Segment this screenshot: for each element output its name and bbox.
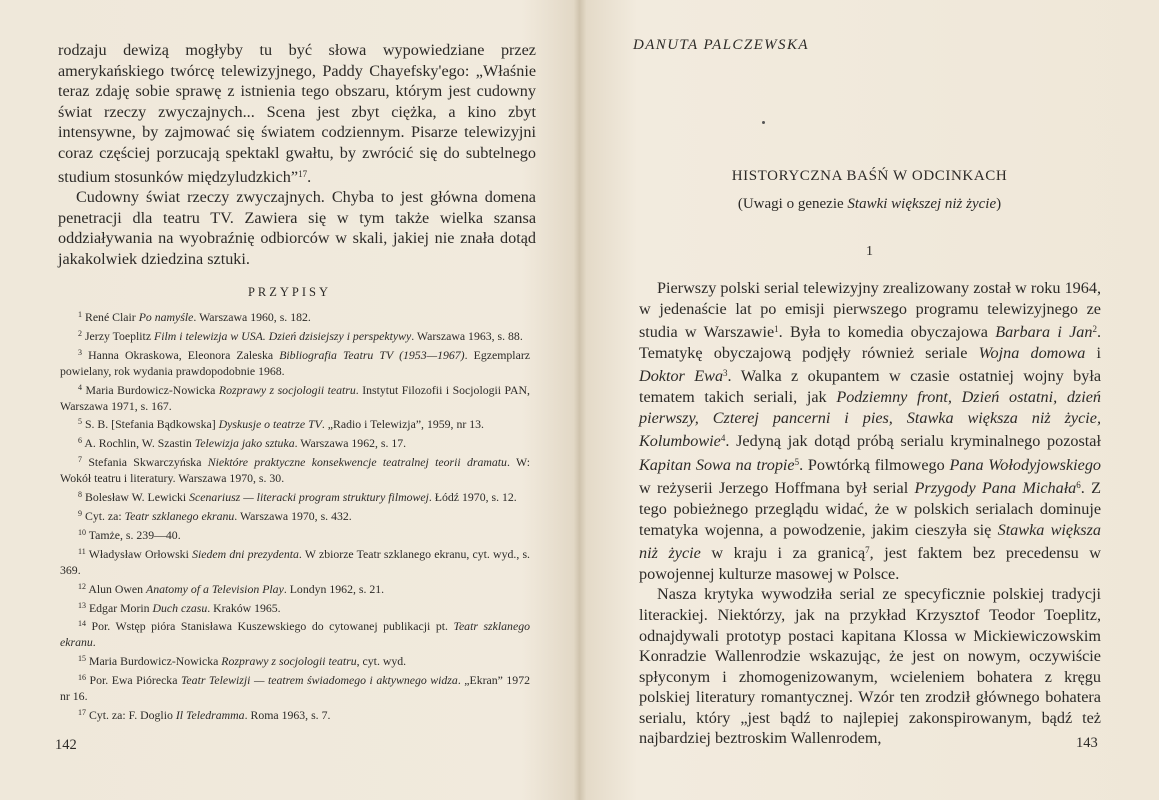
- footnote-title: Dyskusje o teatrze TV: [218, 417, 322, 432]
- subtitle-suffix: ): [996, 196, 1002, 212]
- footnote-number: 6: [78, 436, 82, 446]
- footnote-number: 5: [78, 417, 82, 427]
- footnote-number: 1: [78, 310, 82, 319]
- text-run: w reżyserii Jerzego Hoffmana był serial: [639, 479, 915, 498]
- text-run: . Jedyną jak dotąd próbą serialu kryminalnego pozostał: [725, 432, 1101, 451]
- italic-title: Doktor Ewa: [639, 367, 724, 386]
- text-run: , jest faktem bez precedensu w powojennej kulturze masowej w Polsce.: [639, 544, 1101, 583]
- footnote-ref: 5: [794, 456, 800, 467]
- footnote: [60, 307, 530, 326]
- footnote: [60, 544, 530, 579]
- right-body-text: [639, 278, 1101, 749]
- footnote-author: Tamże, s. 239—40.: [88, 527, 181, 542]
- footnote-ref: 7: [865, 545, 870, 556]
- footnote: [60, 345, 530, 380]
- footnote-title: Film i telewizja w USA. Dzień dzisiejszy i perspektywy: [154, 328, 412, 343]
- footnote-number: 2: [78, 328, 82, 338]
- footnote-number: 12: [78, 581, 86, 591]
- text-run: . Tematykę obyczajową podjęły również seriale: [639, 323, 1101, 362]
- footnote-title: Rozprawy z socjologii teatru: [221, 654, 357, 669]
- footnote: [60, 414, 530, 433]
- footnote-title: Bibliografia Teatru TV (1953—1967): [279, 347, 465, 362]
- footnote-number: 15: [78, 654, 86, 664]
- left-page: [0, 0, 579, 800]
- text-run: Pierwszy polski serial telewizyjny zrealizowany został w roku 1964, w jedenaście lat po emisji pierwszego programu telewizyjnego ze studia w Warszawie: [639, 279, 1101, 342]
- footnote-number: 11: [78, 546, 86, 556]
- footnote-title: Teatr Telewizji — teatrem świadomego i aktywnego widza: [180, 673, 458, 688]
- footnote-details: . W: Wokół teatru i literatury. Warszawa 1970, s. 30.: [60, 455, 530, 486]
- running-head-author: DANUTA PALCZEWSKA: [633, 37, 809, 53]
- footnote-ref: 2: [1092, 324, 1097, 335]
- footnote: [60, 598, 530, 617]
- footnote: [60, 506, 530, 525]
- footnote: [60, 452, 530, 487]
- footnote-author: Por. Ewa Piórecka: [89, 673, 181, 688]
- footnote-author: Cyt. za: F. Doglio: [88, 707, 176, 722]
- right-paragraph-2: Nasza krytyka wywodziła serial ze specyficznie polskiej tradycji literackiej. Niektórzy, jak na przykład Krzysztof Teodor Toeplitz, odnajdywali prototyp postaci kapitana Klossa w Mickiewiczowskim Konradzie Wallenrodzie wskazując, że jest on nowym, oczywiście spłyconym i zhomogenizowanym, wcieleniem bohatera z kręgu polskiej literatury romantycznej. Wzór ten zrodził głównego bohatera serialu, który „jest bądź to najlepiej zakonspirowanym, bądź też najbardziej beztroskim Wallenrodem,: [639, 585, 1101, 748]
- footnote-details: . Łódź 1970, s. 12.: [428, 490, 517, 505]
- footnote: [60, 705, 530, 724]
- footnote-details: . „Ekran” 1972 nr 16.: [60, 673, 530, 704]
- footnote: [60, 651, 530, 670]
- italic-title: Przygody Pana Michała: [914, 479, 1077, 498]
- footnote-title: Po namyśle: [138, 310, 194, 324]
- footnote-details: . Egzemplarz powielany, rok wydania prawdopodobnie 1968.: [60, 347, 530, 378]
- footnote-title: Rozprawy z socjologii teatru: [218, 382, 356, 397]
- footnote-details: .: [92, 635, 96, 650]
- footnote: [60, 525, 530, 544]
- footnote-author: Jerzy Toeplitz: [84, 328, 155, 343]
- footnote-title: Teatr szklanego ekranu: [60, 619, 530, 650]
- notes-heading: PRZYPISY: [247, 285, 332, 299]
- italic-title: Stawka większa niż życie: [639, 520, 1101, 563]
- footnote: [60, 380, 530, 415]
- footnote-author: Bolesław W. Lewicki: [84, 490, 190, 505]
- footnote-author: Stefania Skwarczyńska: [88, 455, 208, 470]
- text-run: . Z tego pobieżnego przeglądu widać, że w polskich serialach dominuje tematyka wojenna, a powodzenie, jakim cieszyła się: [639, 479, 1101, 539]
- footnote: [60, 616, 530, 651]
- footnote-number: 13: [78, 600, 86, 610]
- footnote-author: René Clair: [84, 310, 139, 324]
- footnote: [60, 487, 530, 506]
- footnote-details: . Warszawa 1970, s. 432.: [234, 508, 352, 523]
- footnote-number: 17: [78, 707, 86, 717]
- footnote-title: Anatomy of a Television Play: [145, 581, 284, 596]
- footnote-details: . W zbiorze Teatr szklanego ekranu, cyt. wyd., s. 369.: [60, 546, 530, 577]
- footnote-ref: 6: [1076, 480, 1081, 491]
- italic-title: Wojna domowa: [978, 343, 1086, 362]
- footnote-title: Il Teledramma: [175, 707, 245, 722]
- left-paragraph-1-text: rodzaju dewizą mogłyby tu być słowa wypowiedziane przez amerykańskiego twórcę telewizyjnego, Paddy Chayefsky'ego: „Właśnie teraz zdaję sobie sprawę z istnienia tego obszaru, którym jest cudowny świat rzeczy zwyczajnych... Scena jest zbyt ciężka, a kino zbyt intensywne, by zajmować się światem codziennym. Pisarze telewizyjni coraz częściej porzucają spektakl gwałtu, by zwrócić się do subtelnego studium stosunków międzyludzkich”: [58, 41, 536, 186]
- footnote-details: . Kraków 1965.: [207, 600, 281, 615]
- footnote-author: Hanna Okraskowa, Eleonora Zaleska: [88, 347, 280, 362]
- footnote-details: . Warszawa 1962, s. 17.: [294, 436, 407, 451]
- left-body-text: [58, 40, 536, 270]
- footnote-author: Maria Burdowicz-Nowicka: [85, 382, 219, 397]
- footnote-number: 3: [78, 347, 82, 357]
- footnote-details: , cyt. wyd.: [356, 654, 407, 669]
- footnote-number: 4: [78, 382, 82, 392]
- footnote-number: 9: [78, 508, 82, 518]
- footnote-author: Alun Owen: [88, 581, 146, 596]
- subtitle-prefix: (Uwagi o genezie: [737, 196, 848, 212]
- footnote-author: Edgar Morin: [88, 600, 153, 615]
- italic-title: Podziemny front, Dzień ostatni, dzień pierwszy, Czterej pancerni i pies, Stawka większa niż życie, Kolumbowie: [639, 387, 1101, 451]
- footnote: [60, 670, 530, 705]
- footnote-number: 10: [78, 527, 86, 537]
- section-number: 1: [866, 244, 873, 259]
- article-title: HISTORYCZNA BAŚŃ W ODCINKACH: [731, 168, 1008, 184]
- footnote-number: 16: [78, 673, 86, 683]
- footnote-details: . Roma 1963, s. 7.: [244, 707, 331, 722]
- footnote-ref: 4: [720, 433, 726, 444]
- footnote-details: . Londyn 1962, s. 21.: [283, 581, 385, 596]
- italic-title: Kapitan Sowa na tropie: [639, 455, 795, 474]
- footnote-number: 8: [78, 490, 82, 500]
- footnote-ref: 3: [723, 368, 728, 379]
- footnotes-list: [60, 307, 530, 724]
- text-run: i: [1085, 343, 1102, 362]
- footnote-title: Siedem dni prezydenta: [192, 546, 299, 561]
- footnote-details: . „Radio i Telewizja”, 1959, nr 13.: [321, 417, 484, 432]
- footnote-title: Duch czasu: [152, 600, 208, 615]
- footnote: [60, 579, 530, 598]
- left-paragraph-1-end: .: [307, 167, 312, 186]
- footnote-title: Scenariusz — literacki program struktury filmowej: [189, 490, 429, 505]
- footnote-author: Maria Burdowicz-Nowicka: [88, 654, 222, 669]
- text-run: . Powtórką filmowego: [799, 455, 950, 474]
- right-paragraph-1: [639, 278, 1101, 584]
- page-number-right: 143: [1076, 735, 1098, 751]
- footnote: [60, 433, 530, 452]
- text-run: . Walka z okupantem w czasie ostatniej wojny była tematem takich seriali, jak: [639, 367, 1102, 406]
- footnote-title: Niektóre praktyczne konsekwencje teatralnej teorii dramatu: [207, 455, 507, 470]
- footnote-author: S. B. [Stefania Bądkowska]: [84, 417, 219, 432]
- article-subtitle: [580, 196, 1159, 213]
- left-paragraph-1: [58, 40, 536, 187]
- footnote: [60, 326, 530, 345]
- footnote-author: Por. Wstęp pióra Stanisława Kuszewskiego do cytowanej publikacji pt.: [91, 619, 454, 634]
- footnote-ref: 1: [774, 324, 779, 335]
- footnote-number: 14: [78, 619, 86, 629]
- italic-title: Pana Wołodyjowskiego: [949, 455, 1102, 474]
- footnote-title: Teatr szklanego ekranu: [124, 508, 235, 523]
- footnote-author: A. Rochlin, W. Szastin: [84, 436, 195, 451]
- page-number-left: 142: [55, 737, 77, 753]
- text-run: . Była to komedia obyczajowa: [778, 323, 996, 342]
- footnote-details: . Instytut Filozofii i Socjologii PAN, Warszawa 1971, s. 167.: [60, 382, 531, 413]
- subtitle-work-title: Stawki większej niż życie: [847, 196, 997, 212]
- footnote-ref-17: 17: [298, 168, 308, 179]
- text-run: w kraju i za granicą: [700, 544, 866, 563]
- footnote-details: . Warszawa 1960, s. 182.: [193, 310, 311, 324]
- print-speck: [762, 121, 765, 124]
- footnote-number: 7: [78, 455, 82, 465]
- footnote-author: Cyt. za:: [84, 508, 125, 523]
- footnote-details: . Warszawa 1963, s. 88.: [411, 328, 523, 343]
- footnote-author: Władysław Orłowski: [88, 546, 193, 561]
- footnote-title: Telewizja jako sztuka: [194, 436, 295, 451]
- italic-title: Barbara i Jan: [995, 323, 1093, 342]
- left-paragraph-2: Cudowny świat rzeczy zwyczajnych. Chyba to jest główna domena penetracji dla teatru TV. Zawiera się w tym także wielka szansa oddziaływania na wyobraźnię odbiorców w skali, jakiej nie znała dotąd jakakolwiek dziedzina sztuki.: [58, 188, 536, 268]
- right-page: [580, 0, 1159, 800]
